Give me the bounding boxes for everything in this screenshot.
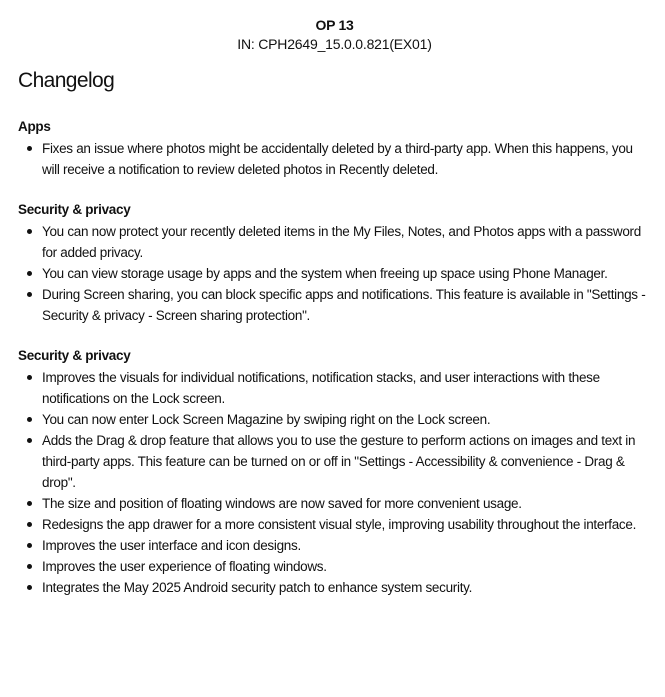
- list-item: [42, 514, 651, 535]
- section-apps: [18, 117, 651, 180]
- changelog-title: Changelog: [18, 69, 115, 92]
- list-item: [42, 221, 651, 263]
- list-item: [42, 367, 651, 409]
- list-item: [42, 430, 651, 493]
- bullet-icon: [27, 543, 32, 548]
- item-text: Redesigns the app drawer for a more consistent visual style, improving usability throughout the interface.: [42, 517, 637, 532]
- item-text: Adds the Drag & drop feature that allows you to use the gesture to perform actions on images and text in third-party apps. This feature can be turned on or off in "Settings - Accessibility & convenience - Drag & drop".: [42, 433, 636, 490]
- list-item: [42, 577, 651, 598]
- item-text: The size and position of floating windows are now saved for more convenient usage.: [42, 496, 522, 511]
- list-item: [42, 138, 651, 180]
- list-item: [42, 493, 651, 514]
- list-item: [42, 556, 651, 577]
- bullet-icon: [27, 229, 32, 234]
- section-security-privacy: [18, 200, 651, 326]
- bullet-icon: [27, 292, 32, 297]
- item-text: You can view storage usage by apps and the system when freeing up space using Phone Manager.: [42, 266, 608, 281]
- item-text: Improves the user interface and icon designs.: [42, 538, 301, 553]
- bullet-icon: [27, 438, 32, 443]
- build-number: IN: CPH2649_15.0.0.821(EX01): [237, 36, 432, 52]
- device-name: OP 13: [315, 17, 354, 33]
- item-list: [18, 367, 651, 598]
- item-list: [18, 138, 651, 180]
- page-header: [18, 16, 651, 54]
- item-text: Improves the user experience of floating windows.: [42, 559, 327, 574]
- item-text: During Screen sharing, you can block specific apps and notifications. This feature is available in "Settings - Security & privacy - Screen sharing protection".: [42, 287, 646, 323]
- section-title: Security & privacy: [18, 348, 131, 363]
- list-item: [42, 263, 651, 284]
- bullet-icon: [27, 417, 32, 422]
- bullet-icon: [27, 585, 32, 590]
- section-title: Apps: [18, 119, 51, 134]
- item-text: You can now protect your recently deleted items in the My Files, Notes, and Photos apps with a password for added privacy.: [42, 224, 641, 260]
- bullet-icon: [27, 375, 32, 380]
- bullet-icon: [27, 501, 32, 506]
- item-text: Fixes an issue where photos might be accidentally deleted by a third-party app. When this happens, you will receive a notification to review deleted photos in Recently deleted.: [42, 141, 633, 177]
- bullet-icon: [27, 146, 32, 151]
- section-security-privacy-2: [18, 346, 651, 598]
- item-list: [18, 221, 651, 326]
- list-item: [42, 284, 651, 326]
- bullet-icon: [27, 522, 32, 527]
- section-title: Security & privacy: [18, 202, 131, 217]
- list-item: [42, 409, 651, 430]
- item-text: Integrates the May 2025 Android security patch to enhance system security.: [42, 580, 473, 595]
- item-text: Improves the visuals for individual notifications, notification stacks, and user interactions with these notifications on the Lock screen.: [42, 370, 600, 406]
- bullet-icon: [27, 564, 32, 569]
- item-text: You can now enter Lock Screen Magazine by swiping right on the Lock screen.: [42, 412, 491, 427]
- bullet-icon: [27, 271, 32, 276]
- list-item: [42, 535, 651, 556]
